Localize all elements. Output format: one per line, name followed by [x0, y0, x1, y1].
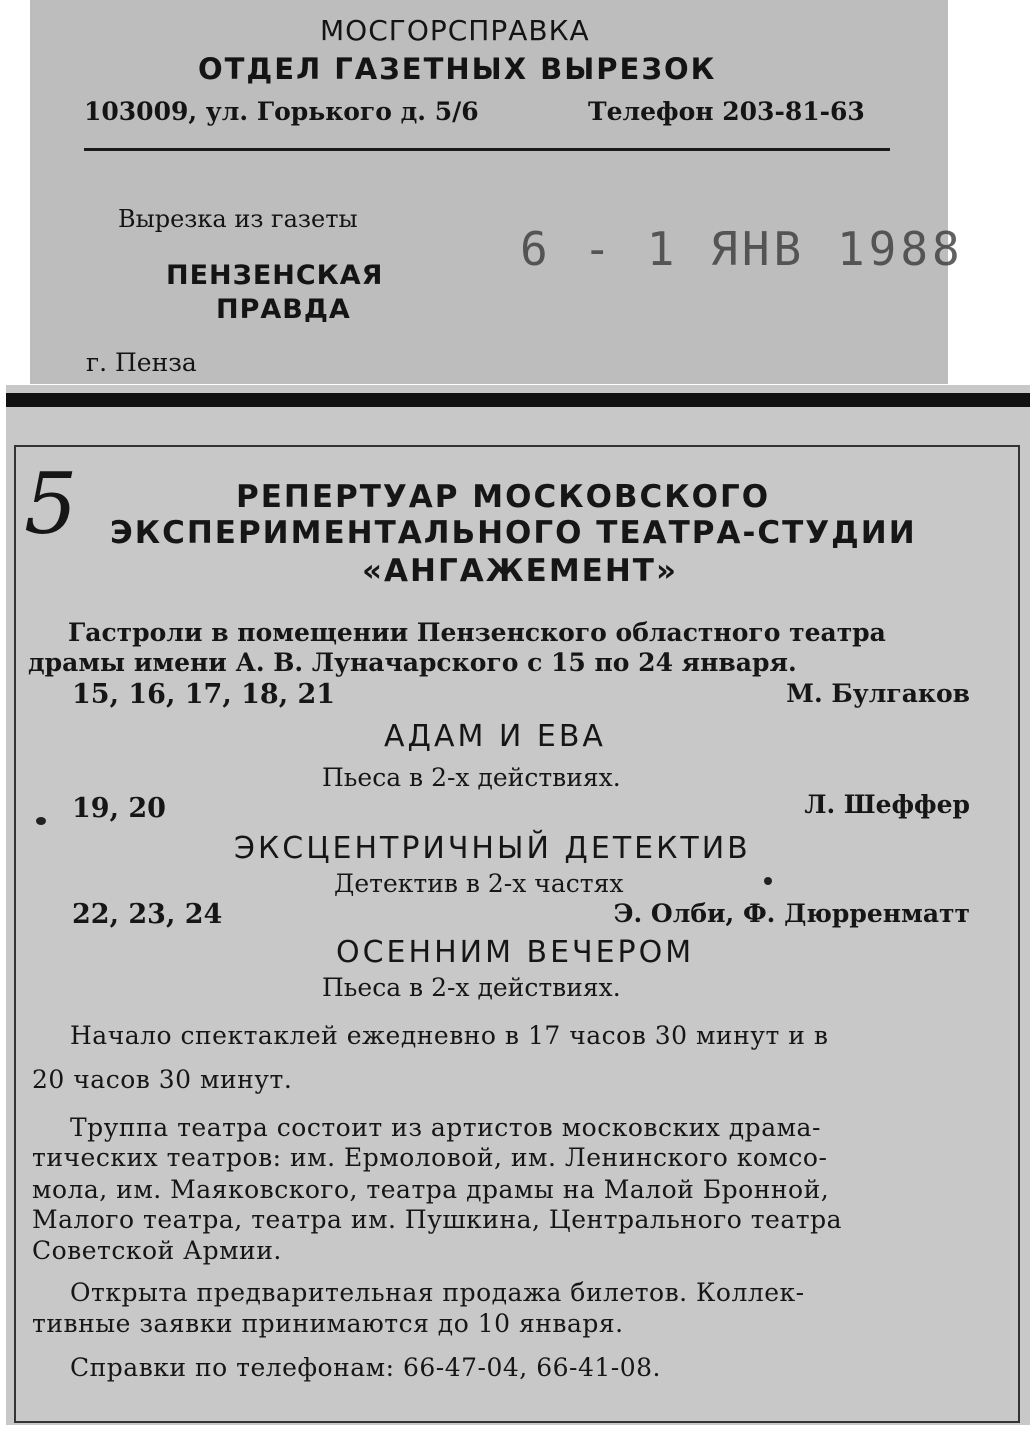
newspaper-name-line2: ПРАВДА	[216, 294, 351, 325]
handwritten-number: 5	[24, 455, 78, 553]
agency-phone: Телефон 203-81-63	[588, 97, 865, 126]
header-divider	[84, 148, 890, 151]
performance-title: АДАМ И ЕВА	[384, 719, 606, 754]
performance-subtitle: Пьеса в 2-х действиях.	[322, 973, 621, 1002]
ticket-sale-line1: Открыта предварительная продажа билетов. Коллек-	[70, 1278, 805, 1307]
performance-subtitle: Детектив в 2-х частях	[334, 869, 624, 898]
performance-author: Э. Олби, Ф. Дюрренматт	[613, 899, 970, 928]
performance-dates: 22, 23, 24	[72, 899, 223, 930]
troupe-line2: тических театров: им. Ермоловой, им. Ленинского комсо-	[32, 1143, 828, 1172]
heading-line1: РЕПЕРТУАР МОСКОВСКОГО	[236, 479, 771, 515]
performance-dates: 19, 20	[72, 793, 166, 824]
start-time-line2: 20 часов 30 минут.	[32, 1065, 293, 1094]
newspaper-clipping	[6, 385, 1030, 1425]
heading-line3: «АНГАЖЕМЕНТ»	[362, 553, 678, 589]
performance-title: ОСЕННИМ ВЕЧЕРОМ	[336, 935, 695, 970]
newspaper-city: г. Пенза	[86, 348, 197, 377]
troupe-line4: Малого театра, театра им. Пушкина, Центрального театра	[32, 1205, 842, 1234]
intro-line1: Гастроли в помещении Пензенского областного театра	[68, 618, 886, 647]
agency-address: 103009, ул. Горького д. 5/6	[84, 97, 479, 126]
agency-name: МОСГОРСПРАВКА	[320, 14, 590, 47]
clipping-from-label: Вырезка из газеты	[118, 205, 358, 233]
clipping-service-header	[30, 0, 964, 384]
heading-line2: ЭКСПЕРИМЕНТАЛЬНОГО ТЕАТРА-СТУДИИ	[110, 515, 917, 551]
date-stamp: 6 - 1 ЯНВ 1988	[520, 222, 964, 276]
start-time-line1: Начало спектаклей ежедневно в 17 часов 30 минут и в	[70, 1021, 829, 1050]
intro-line2: драмы имени А. В. Луначарского с 15 по 24 января.	[28, 648, 797, 677]
performance-author: Л. Шеффер	[804, 790, 970, 819]
newspaper-name-line1: ПЕНЗЕНСКАЯ	[166, 260, 384, 291]
ink-speck	[36, 817, 46, 825]
department-name: ОТДЕЛ ГАЗЕТНЫХ ВЫРЕЗОК	[198, 52, 717, 86]
performance-author: М. Булгаков	[786, 679, 970, 708]
troupe-line1: Труппа театра состоит из артистов московских драма-	[70, 1113, 821, 1142]
ink-speck	[764, 877, 772, 885]
performance-title: ЭКСЦЕНТРИЧНЫЙ ДЕТЕКТИВ	[234, 831, 751, 866]
announcement-frame	[14, 445, 1020, 1423]
contact-phones: Справки по телефонам: 66-47-04, 66-41-08.	[70, 1353, 661, 1382]
ticket-sale-line2: тивные заявки принимаются до 10 января.	[32, 1309, 624, 1338]
troupe-line3: мола, им. Маяковского, театра драмы на Малой Бронной,	[32, 1175, 830, 1204]
performance-dates: 15, 16, 17, 18, 21	[72, 679, 336, 710]
clipping-top-rule	[6, 393, 1030, 407]
troupe-line5: Советской Армии.	[32, 1236, 282, 1265]
performance-subtitle: Пьеса в 2-х действиях.	[322, 763, 621, 792]
